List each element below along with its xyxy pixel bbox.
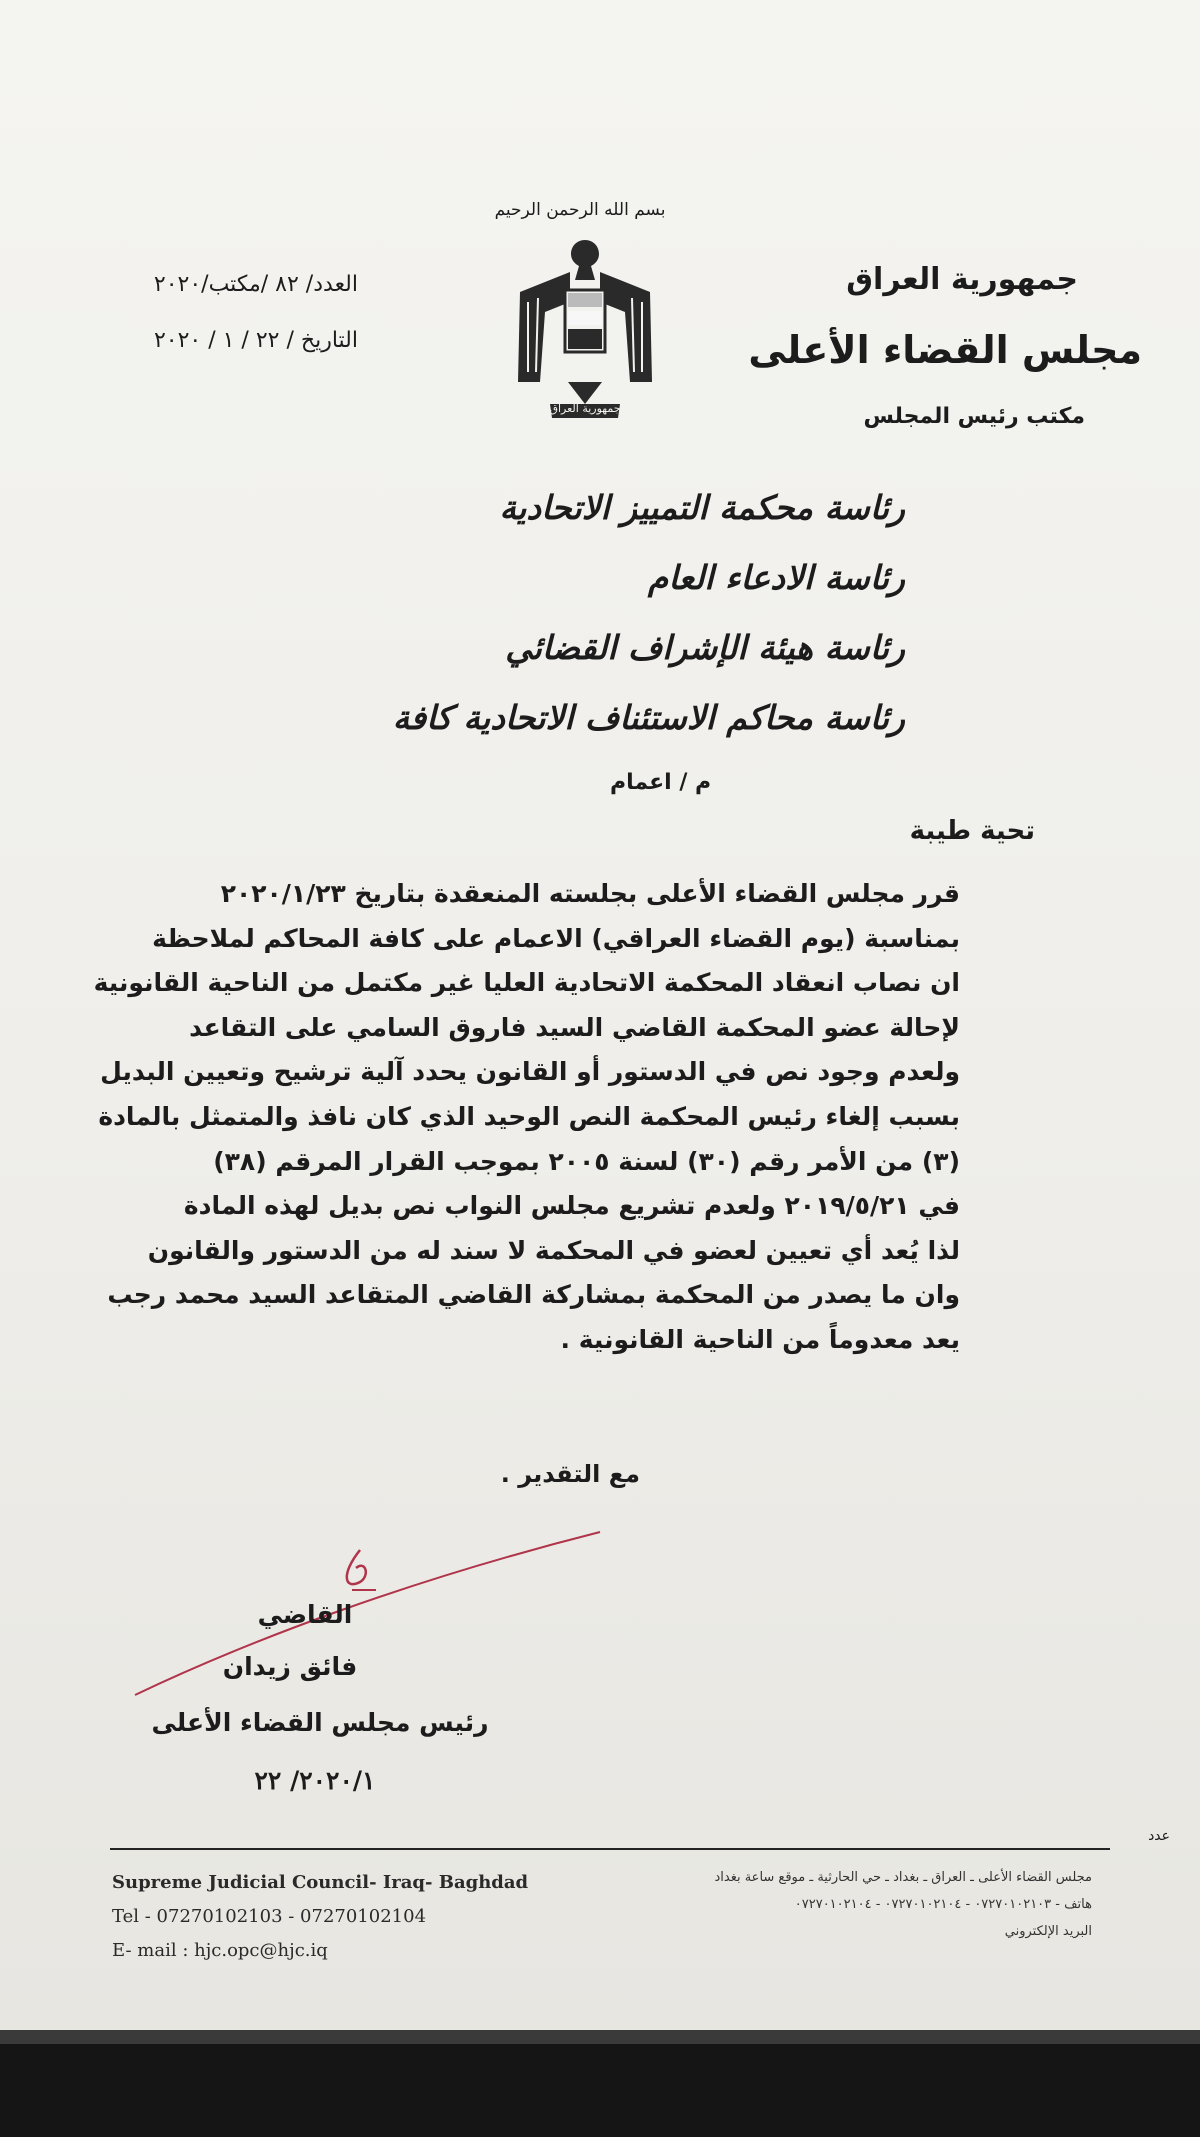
- signatory-position: رئيس مجلس القضاء الأعلى: [151, 1708, 489, 1737]
- dark-background-strip: [0, 2030, 1200, 2137]
- body-line: بسبب إلغاء رئيس المحكمة النص الوحيد الذي كان نافذ والمتمثل بالمادة: [98, 1101, 960, 1131]
- recipient-3: رئاسة هيئة الإشراف القضائي: [505, 628, 905, 667]
- greeting: تحية طيبة: [909, 816, 1035, 846]
- reference-number: العدد/ ٨٢ /مكتب/٢٠٢٠: [153, 272, 358, 297]
- emblem-caption: جمهورية العراق: [549, 402, 621, 415]
- closing-phrase: مع التقدير .: [500, 1460, 640, 1488]
- republic-title: جمهورية العراق: [846, 262, 1078, 297]
- recipient-1: رئاسة محكمة التمييز الاتحادية: [499, 488, 905, 527]
- margin-note: عدد: [1148, 1828, 1170, 1844]
- body-line: لإحالة عضو المحكمة القاضي السيد فاروق السامي على التقاعد: [189, 1012, 960, 1042]
- signatory-name: فائق زيدان: [222, 1652, 358, 1681]
- signature-date: ٢٠٢٠/١/ ٢٢: [254, 1766, 376, 1795]
- signatory-title: القاضي: [257, 1600, 353, 1629]
- body-line: ان نصاب انعقاد المحكمة الاتحادية العليا غير مكتمل من الناحية القانونية: [93, 968, 960, 998]
- office-title: مكتب رئيس المجلس: [863, 404, 1085, 429]
- recipient-4: رئاسة محاكم الاستئناف الاتحادية كافة: [392, 698, 905, 737]
- body-line: ولعدم وجود نص في الدستور أو القانون يحدد آلية ترشيح وتعيين البديل: [100, 1057, 960, 1087]
- footer-org-name: Supreme Judicial Council- Iraq- Baghdad: [112, 1872, 529, 1893]
- footer-phone-ar: هاتف - ٠٧٢٧٠١٠٢١٠٣ - ٠٧٢٧٠١٠٢١٠٤ - ٠٧٢٧٠١٠٢١٠٤: [794, 1897, 1092, 1912]
- subject-reference: م / اعمام: [610, 770, 712, 795]
- body-line: قرر مجلس القضاء الأعلى بجلسته المنعقدة بتاريخ ٢٠٢٠/١/٢٣: [220, 879, 960, 908]
- body-line: وان ما يصدر من المحكمة بمشاركة القاضي المتقاعد السيد محمد رجب: [107, 1280, 960, 1310]
- body-line: بمناسبة (يوم القضاء العراقي) الاعمام على كافة المحاكم لملاحظة: [152, 923, 960, 953]
- body-line: (٣) من الأمر رقم (٣٠) لسنة ٢٠٠٥ بموجب القرار المرقم (٣٨): [213, 1146, 960, 1176]
- letter-body: [93, 872, 960, 1363]
- footer-email: E- mail : hjc.opc@hjc.iq: [112, 1940, 328, 1961]
- iraq-eagle-emblem: [510, 232, 660, 422]
- body-line: لذا يُعد أي تعيين لعضو في المحكمة لا سند له من الدستور والقانون: [147, 1235, 960, 1265]
- footer-phone: Tel - 07270102103 - 07270102104: [112, 1906, 427, 1927]
- footer-address-ar: مجلس القضاء الأعلى ـ العراق ـ بغداد ـ حي الحارثية ـ موقع ساعة بغداد: [714, 1870, 1092, 1885]
- basmala: بسم الله الرحمن الرحيم: [494, 200, 666, 220]
- body-line: في ٢٠١٩/٥/٢١ ولعدم تشريع مجلس النواب نص بديل لهذه المادة: [183, 1191, 960, 1221]
- footer-email-label-ar: البريد الإلكتروني: [1004, 1924, 1092, 1939]
- council-title: مجلس القضاء الأعلى: [748, 328, 1142, 372]
- body-line: يعد معدوماً من الناحية القانونية .: [560, 1324, 960, 1354]
- footer-divider: [110, 1848, 1110, 1850]
- document-date: التاريخ / ٢٢ / ١ / ٢٠٢٠: [153, 328, 358, 353]
- recipient-2: رئاسة الادعاء العام: [647, 558, 905, 597]
